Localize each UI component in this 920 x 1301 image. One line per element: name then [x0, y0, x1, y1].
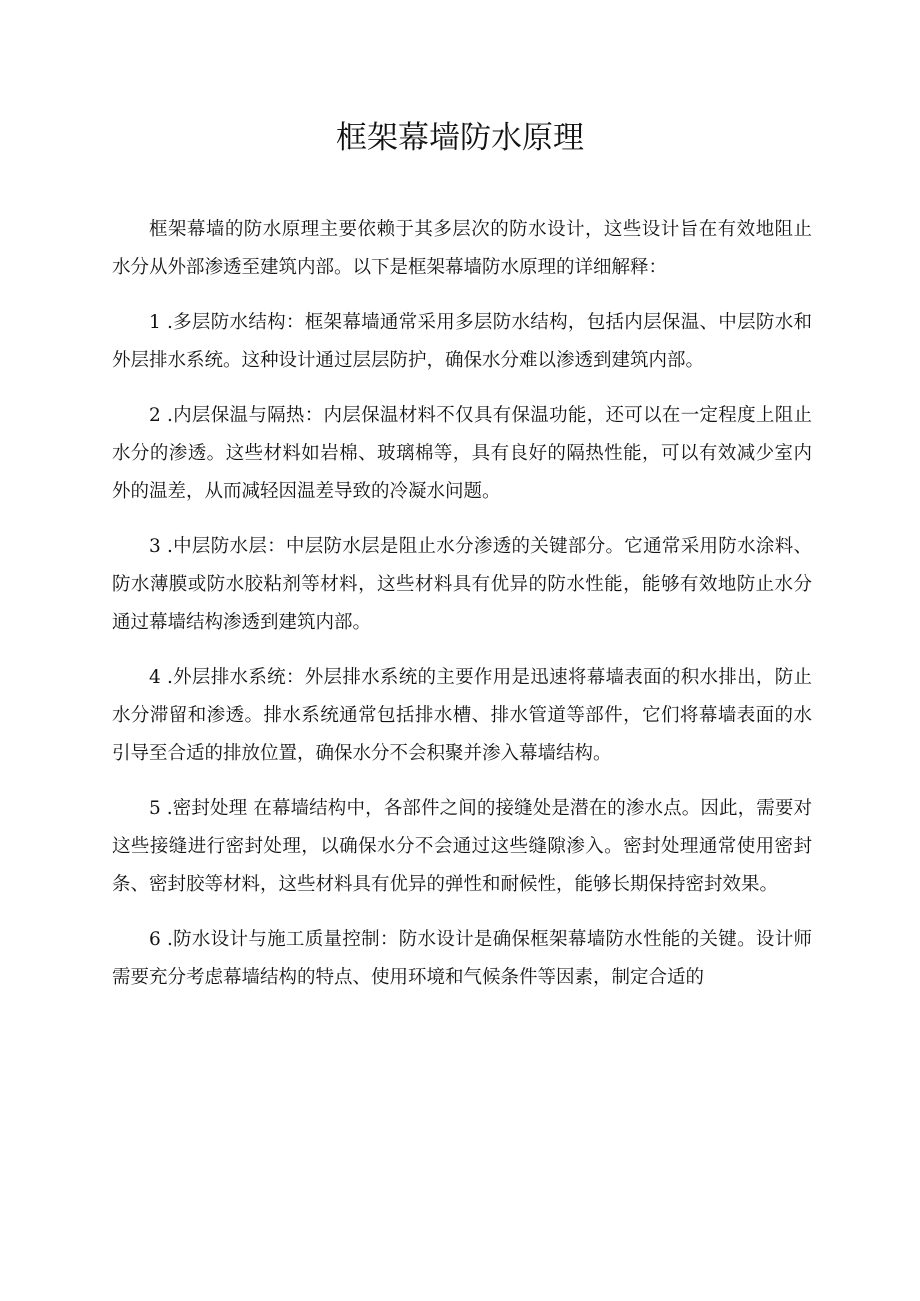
paragraph-item-6: 6 .防水设计与施工质量控制：防水设计是确保框架幕墙防水性能的关键。设计师需要充分考虑幕墙结构的特点、使用环境和气候条件等因素，制定合适的: [112, 929, 812, 988]
paragraph-item-2: 2 .内层保温与隔热：内层保温材料不仅具有保温功能，还可以在一定程度上阻止水分的渗透。这些材料如岩棉、玻璃棉等，具有良好的隔热性能，可以有效减少室内外的温差，从而减轻因温差导致的冷凝水问题。: [112, 405, 812, 502]
paragraph-item-5: 5 .密封处理 在幕墙结构中，各部件之间的接缝处是潜在的渗水点。因此，需要对这些接缝进行密封处理，以确保水分不会通过这些缝隙渗入。密封处理通常使用密封条、密封胶等材料，这些材料具有优异的弹性和耐候性，能够长期保持密封效果。: [112, 798, 812, 895]
paragraph-item-3: 3 .中层防水层：中层防水层是阻止水分渗透的关键部分。它通常采用防水涂料、防水薄膜或防水胶粘剂等材料，这些材料具有优异的防水性能，能够有效地防止水分通过幕墙结构渗透到建筑内部。: [112, 536, 812, 633]
document-title: 框架幕墙防水原理: [336, 120, 584, 156]
paragraph-item-1: 1 .多层防水结构：框架幕墙通常采用多层防水结构，包括内层保温、中层防水和外层排水系统。这种设计通过层层防护，确保水分难以渗透到建筑内部。: [112, 312, 812, 371]
paragraph-item-4: 4 .外层排水系统：外层排水系统的主要作用是迅速将幕墙表面的积水排出，防止水分滞留和渗透。排水系统通常包括排水槽、排水管道等部件，它们将幕墙表面的水引导至合适的排放位置，确保水分不会积聚并渗入幕墙结构。: [112, 667, 812, 764]
paragraph-intro: 框架幕墙的防水原理主要依赖于其多层次的防水设计，这些设计旨在有效地阻止水分从外部渗透至建筑内部。以下是框架幕墙防水原理的详细解释：: [112, 219, 812, 278]
document-body: [112, 211, 812, 1014]
